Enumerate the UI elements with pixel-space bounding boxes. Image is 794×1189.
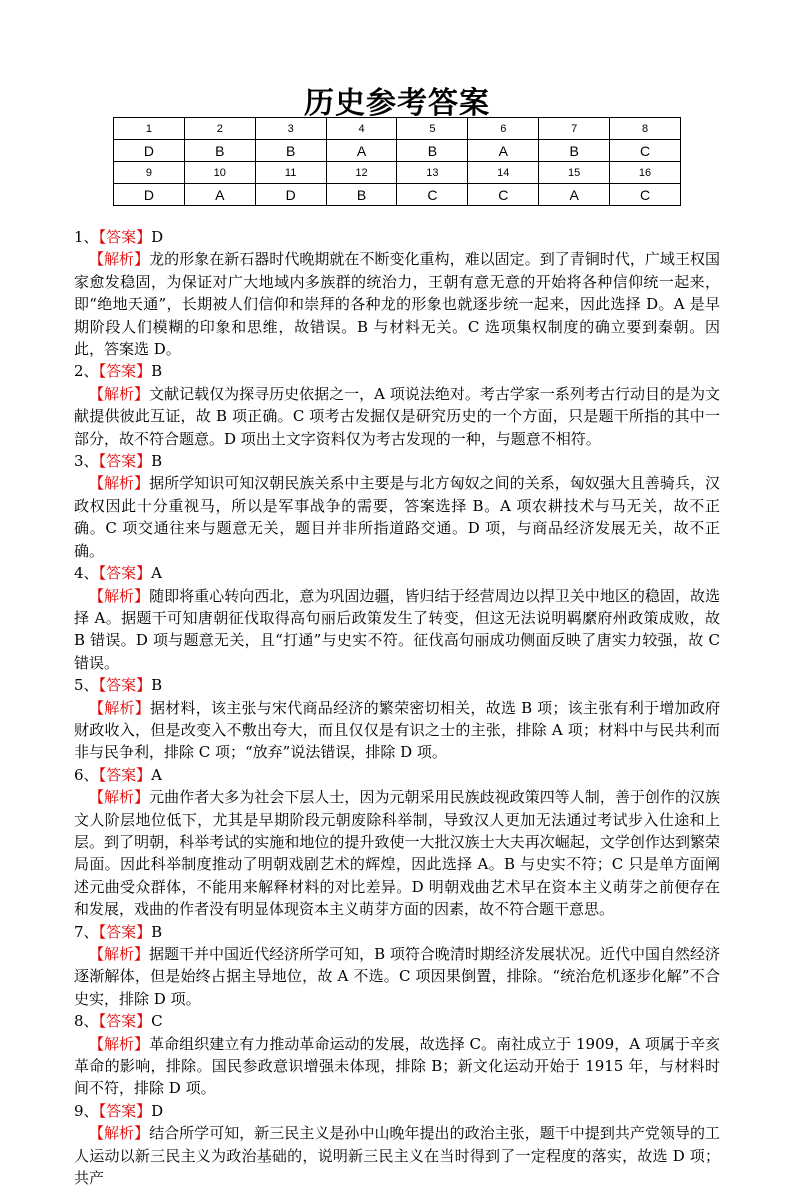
- answer-cell: D: [114, 184, 185, 206]
- analysis-paragraph: [74, 697, 720, 764]
- analysis-label: 【解析】: [89, 474, 150, 493]
- question-number: 7: [74, 922, 84, 941]
- question-answer-line: [74, 1010, 720, 1032]
- analysis-paragraph: [74, 383, 720, 450]
- analysis-paragraph: [74, 786, 720, 920]
- question-number-row: [114, 162, 681, 184]
- answer-cell: D: [255, 184, 326, 206]
- answer-value: D: [151, 228, 164, 246]
- answer-label: 【答案】: [98, 922, 152, 941]
- answer-cell: A: [326, 140, 397, 162]
- answer-cell: B: [255, 140, 326, 162]
- separator: 、: [83, 452, 99, 471]
- question-number: 5: [74, 676, 84, 695]
- answer-label: 【答案】: [98, 765, 152, 784]
- question-number-cell: 1: [114, 118, 185, 140]
- answer-cell: C: [610, 140, 681, 162]
- question-answer-line: [74, 450, 720, 472]
- answer-cell: B: [184, 140, 255, 162]
- answer-cell: D: [114, 140, 185, 162]
- analysis-label: 【解析】: [89, 384, 150, 403]
- question-number-cell: 4: [326, 118, 397, 140]
- question-number-cell: 13: [397, 162, 468, 184]
- answer-value: B: [151, 452, 163, 471]
- analysis-text: 结合所学可知，新三民主义是孙中山晚年提出的政治主张，题干中提到共产党领导的工人运动以新三民主义为政治基础的，说明新三民主义在当时得到了一定程度的落实，故选 D 项；共产: [74, 1124, 720, 1188]
- answer-value: B: [151, 922, 163, 941]
- analysis-paragraph: [74, 585, 720, 675]
- question-number-cell: 3: [255, 118, 326, 140]
- answer-label: 【答案】: [98, 1101, 152, 1120]
- answer-cell: C: [397, 184, 468, 206]
- answer-value: D: [151, 1101, 164, 1120]
- answer-cell: C: [610, 184, 681, 206]
- analysis-label: 【解析】: [89, 1034, 150, 1053]
- question-number-cell: 5: [397, 118, 468, 140]
- answer-label: 【答案】: [98, 1012, 152, 1031]
- separator: 、: [83, 362, 99, 381]
- analysis-label: 【解析】: [89, 698, 151, 717]
- analysis-paragraph: [74, 248, 720, 360]
- question-answer-line: [74, 674, 720, 696]
- analysis-paragraph: [74, 943, 720, 1010]
- analysis-label: 【解析】: [89, 788, 150, 807]
- question-answer-line: [74, 360, 720, 382]
- analysis-paragraph: [74, 1122, 720, 1189]
- separator: 、: [83, 1012, 99, 1031]
- question-number-cell: 16: [610, 162, 681, 184]
- separator: 、: [83, 1101, 99, 1120]
- analysis-text: 据所学知识可知汉朝民族关系中主要是与北方匈奴之间的关系，匈奴强大且善骑兵，汉政权因此十分重视马，所以是军事战争的需要，答案选择 B。A 项农耕技术与马无关，故不正确。C 项交通往来与题意无关，题目并非所指道路交通。D 项，与商品经济发展无关，故不正确。: [74, 474, 720, 560]
- question-number: 8: [74, 1012, 84, 1031]
- answer-label: 【答案】: [98, 362, 152, 381]
- answer-label: 【答案】: [98, 452, 152, 471]
- question-answer-line: [74, 562, 720, 584]
- analysis-label: 【解析】: [89, 945, 150, 963]
- question-number-cell: 15: [539, 162, 610, 184]
- separator: 、: [83, 765, 99, 784]
- separator: 、: [83, 228, 99, 246]
- separator: 、: [83, 564, 99, 583]
- separator: 、: [83, 922, 99, 941]
- answer-cell: B: [397, 140, 468, 162]
- question-answer-line: [74, 921, 720, 943]
- analysis-text: 元曲作者大多为社会下层人士，因为元朝采用民族歧视政策四等人制，善于创作的汉族文人阶层地位低下，尤其是早期阶段元朝废除科举制，导致汉人更加无法通过考试步入仕途和上层。到了明朝，科举考试的实施和地位的提升致使一大批汉族士大夫再次崛起，文学创作达到繁荣局面。因此科举制度推动了明朝戏剧艺术的辉煌，因此选择 A。B 与史实不符；C 只是单方面阐述元曲受众群体，不能用来解释材料的对比差异。D 明朝戏曲艺术早在资本主义萌芽之前便存在和发展，戏曲的作者没有明显体现资本主义萌芽方面的因素，故不符合题干意思。: [74, 788, 720, 919]
- question-number-cell: 14: [468, 162, 539, 184]
- question-number: 1: [74, 228, 84, 246]
- analysis-text: 龙的形象在新石器时代晚期就在不断变化重构，难以固定。到了青铜时代，广域王权国家愈发稳固，为保证对广大地域内多族群的统治力，王朝有意无意的开始将各种信仰统一起来，即“绝地天通”，长期被人们信仰和崇拜的各种龙的形象也就逐步统一起来，因此选择 D。A 是早期阶段人们模糊的印象和思维，故错误。B 与材料无关。C 选项集权制度的确立要到秦朝。因此，答案选 D。: [74, 250, 720, 359]
- question-number: 2: [74, 362, 84, 381]
- answer-label: 【答案】: [98, 564, 152, 583]
- answer-value: A: [151, 564, 162, 583]
- question-number-cell: 10: [184, 162, 255, 184]
- question-number-cell: 6: [468, 118, 539, 140]
- answer-cell: B: [539, 140, 610, 162]
- analysis-label: 【解析】: [89, 586, 150, 605]
- question-number-cell: 2: [184, 118, 255, 140]
- answer-table: [113, 117, 681, 206]
- answer-label: 【答案】: [98, 676, 152, 695]
- answer-value: B: [151, 362, 163, 381]
- question-number: 4: [74, 564, 84, 583]
- answer-value: C: [151, 1012, 163, 1031]
- question-number: 6: [74, 765, 84, 784]
- analysis-text: 据题干并中国近代经济所学可知，B 项符合晚清时期经济发展状况。近代中国自然经济逐渐解体，但是始终占据主导地位，故 A 不选。C 项因果倒置，排除。“统治危机逐步化解”不合史实，排除 D 项。: [74, 945, 720, 1008]
- analysis-label: 【解析】: [89, 250, 150, 269]
- answer-label: 【答案】: [98, 228, 152, 246]
- answer-cell: A: [539, 184, 610, 206]
- answer-value: B: [151, 676, 163, 695]
- answer-row: [114, 184, 681, 206]
- question-answer-line: [74, 226, 720, 248]
- question-number-cell: 12: [326, 162, 397, 184]
- question-number-row: [114, 118, 681, 140]
- answer-value: A: [151, 765, 162, 784]
- answer-cell: A: [184, 184, 255, 206]
- analysis-text: 随即将重心转向西北，意为巩固边疆，皆归结于经营周边以捍卫关中地区的稳固，故选择 A。据题干可知唐朝征伐取得高句丽后政策发生了转变，但这无法说明羁縻府州政策成败，故 B 错误。D 项与题意无关，且“打通”与史实不符。征伐高句丽成功侧面反映了唐实力较强，故 C 错误。: [74, 586, 720, 672]
- question-answer-line: [74, 764, 720, 786]
- answer-cell: C: [468, 184, 539, 206]
- answer-explanations: [74, 226, 720, 1189]
- analysis-paragraph: [74, 1033, 720, 1100]
- question-number-cell: 7: [539, 118, 610, 140]
- analysis-text: 据材料，该主张与宋代商品经济的繁荣密切相关，故选 B 项；该主张有利于增加政府财政收入，但是改变入不敷出夸大，而且仅仅是有识之士的主张，排除 A 项；材料中与民共利而非与民争利，排除 C 项；“放弃”说法错误，排除 D 项。: [74, 698, 720, 762]
- page-title: 历史参考答案: [304, 86, 490, 121]
- analysis-text: 革命组织建立有力推动革命运动的发展，故选择 C。南社成立于 1909，A 项属于辛亥革命的影响，排除。国民参政意识增强未体现，排除 B；新文化运动开始于 1915 年，与材料时间不符，排除 D 项。: [74, 1034, 720, 1098]
- question-number: 9: [74, 1101, 84, 1120]
- answer-cell: A: [468, 140, 539, 162]
- analysis-text: 文献记载仅为探寻历史依据之一，A 项说法绝对。考古学家一系列考古行动目的是为文献提供彼此互证，故 B 项正确。C 项考古发掘仅是研究历史的一个方面，只是题干所指的其中一部分，故不符合题意。D 项出土文字资料仅为考古发现的一种，与题意不相符。: [74, 384, 720, 448]
- question-answer-line: [74, 1100, 720, 1122]
- answer-row: [114, 140, 681, 162]
- analysis-label: 【解析】: [89, 1124, 150, 1143]
- question-number: 3: [74, 452, 84, 471]
- analysis-paragraph: [74, 472, 720, 562]
- answer-cell: B: [326, 184, 397, 206]
- separator: 、: [83, 676, 99, 695]
- question-number-cell: 9: [114, 162, 185, 184]
- question-number-cell: 8: [610, 118, 681, 140]
- question-number-cell: 11: [255, 162, 326, 184]
